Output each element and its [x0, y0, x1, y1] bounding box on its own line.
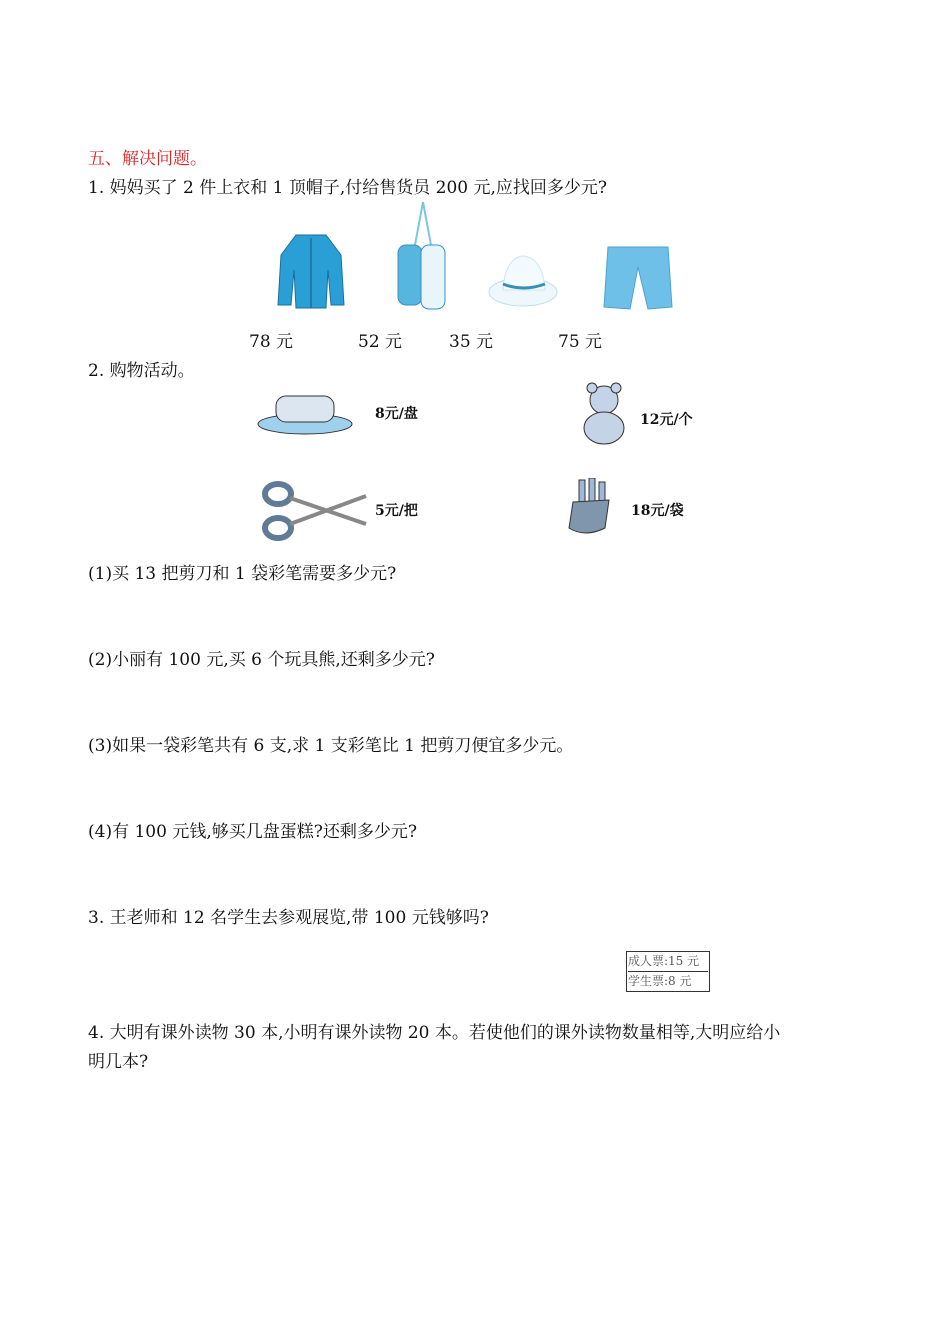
hat-icon	[487, 250, 559, 310]
cake-icon	[256, 388, 354, 438]
price-shoes: 52 元	[358, 332, 403, 352]
question-4-line2: 明几本?	[88, 1052, 149, 1072]
sub-question-3: (3)如果一袋彩笔共有 6 支,求 1 支彩笔比 1 把剪刀便宜多少元。	[88, 736, 574, 756]
pens-icon	[565, 478, 613, 536]
pants-icon	[602, 245, 674, 311]
question-3: 3. 王老师和 12 名学生去参观展览,带 100 元钱够吗?	[88, 908, 489, 928]
adult-ticket-price: 成人票:15 元	[628, 954, 700, 968]
section-title: 五、解决问题。	[88, 149, 207, 169]
price-scissors: 5元/把	[375, 503, 418, 519]
price-teddy-bear: 12元/个	[640, 412, 693, 428]
price-pens: 18元/袋	[631, 503, 684, 519]
price-cake: 8元/盘	[375, 406, 418, 422]
sub-question-4: (4)有 100 元钱,够买几盘蛋糕?还剩多少元?	[88, 822, 417, 842]
question-1: 1. 妈妈买了 2 件上衣和 1 顶帽子,付给售货员 200 元,应找回多少元?	[88, 178, 608, 198]
price-jacket: 78 元	[249, 332, 294, 352]
ticket-price-box	[626, 951, 710, 992]
price-hat: 35 元	[449, 332, 494, 352]
sub-question-1: (1)买 13 把剪刀和 1 袋彩笔需要多少元?	[88, 564, 397, 584]
question-4-line1: 4. 大明有课外读物 30 本,小明有课外读物 20 本。若使他们的课外读物数量相等,大明应给小	[88, 1023, 781, 1043]
question-2: 2. 购物活动。	[88, 361, 195, 381]
shoes-icon	[395, 200, 450, 315]
jacket-icon	[276, 230, 346, 310]
price-pants: 75 元	[558, 332, 603, 352]
sub-question-2: (2)小丽有 100 元,买 6 个玩具熊,还剩多少元?	[88, 650, 435, 670]
scissors-icon	[262, 480, 368, 542]
teddy-bear-icon	[578, 382, 632, 446]
student-ticket-price: 学生票:8 元	[628, 971, 708, 991]
